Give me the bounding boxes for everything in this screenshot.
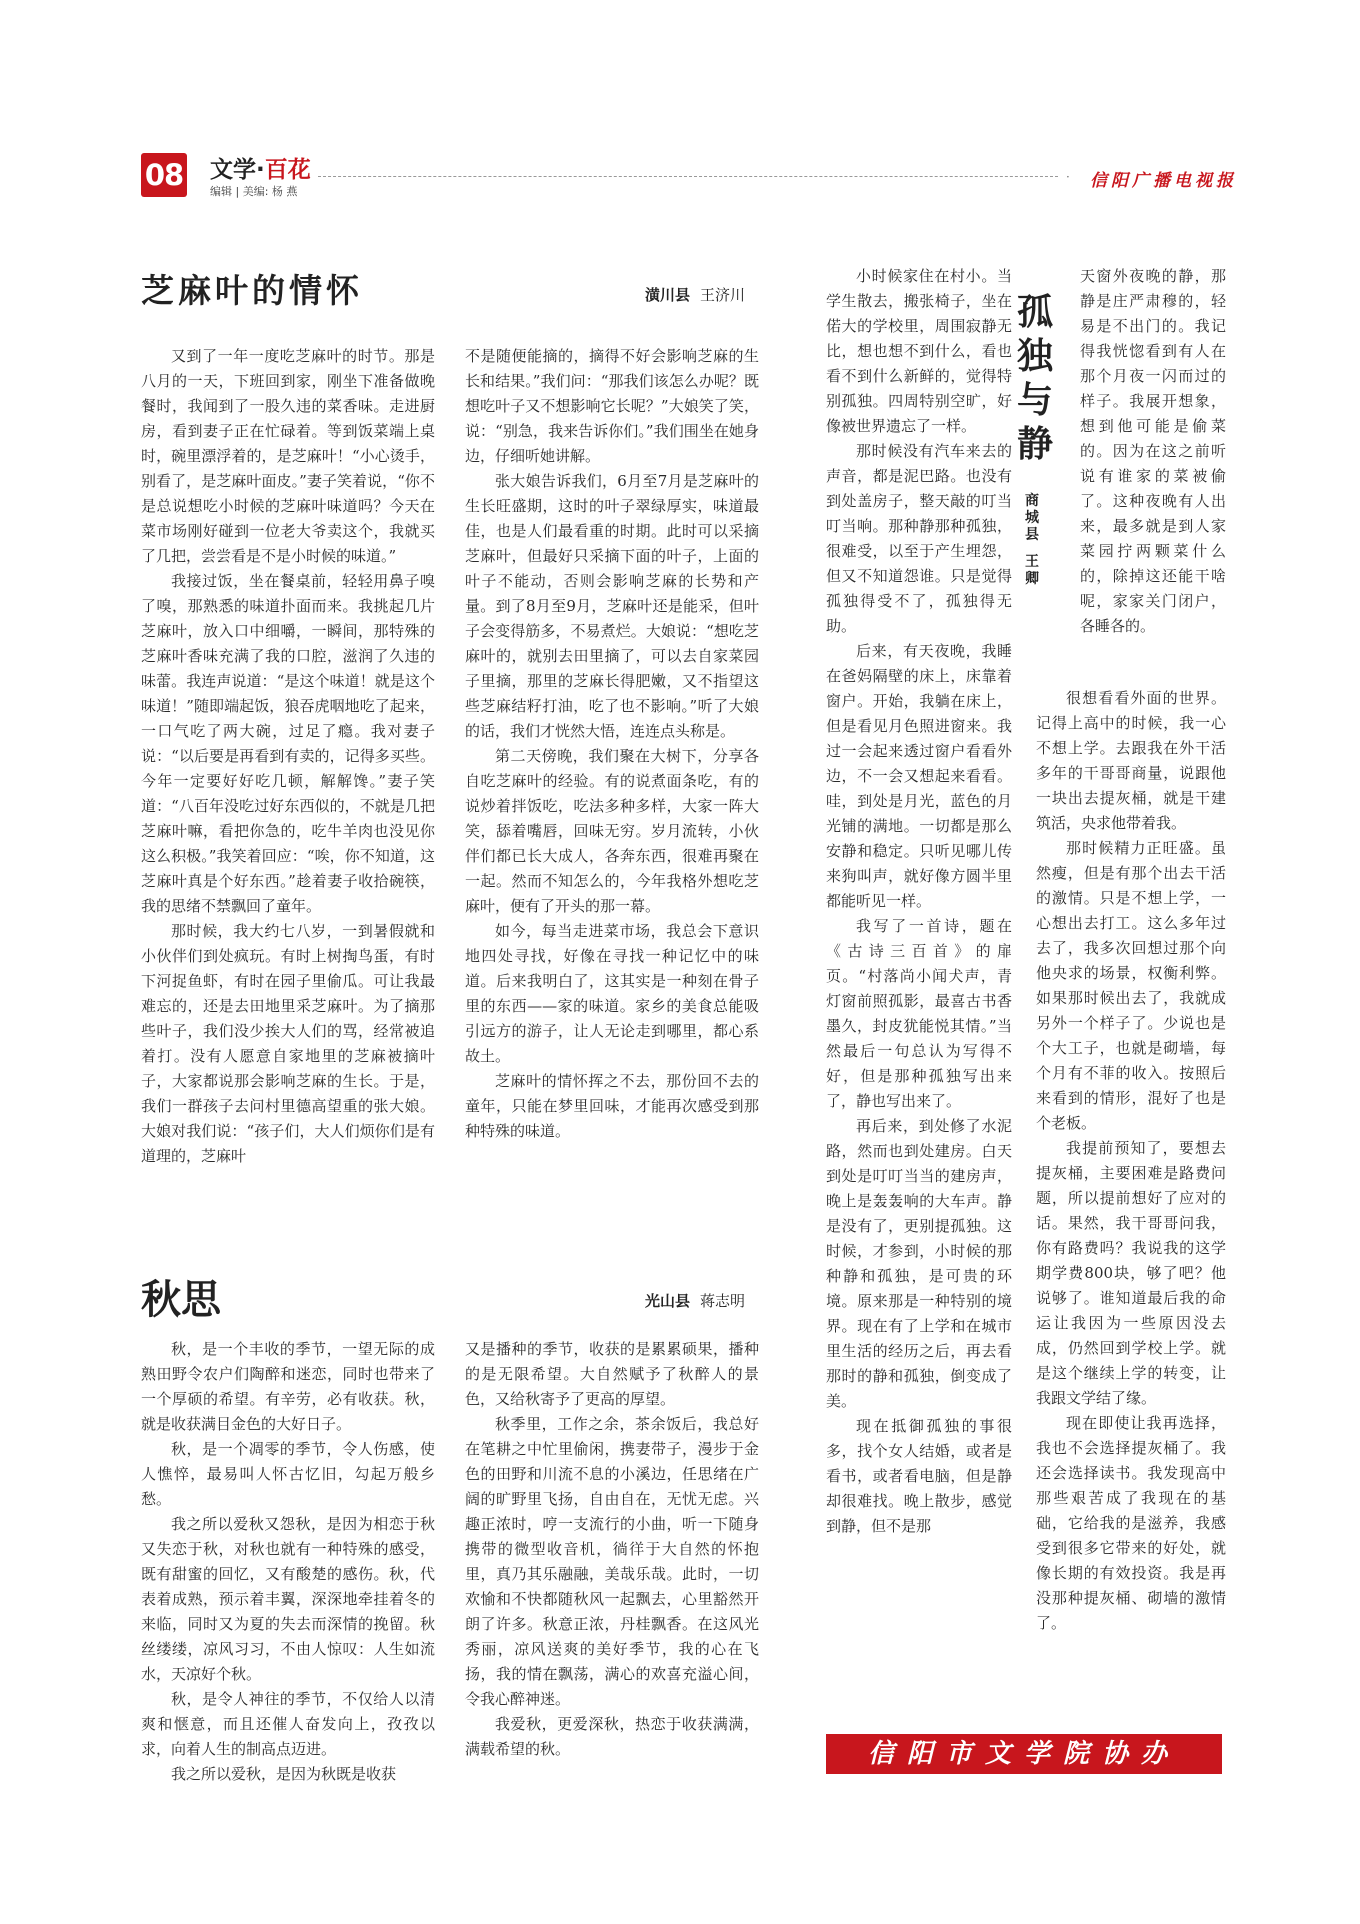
article1-column-2	[465, 344, 759, 1144]
article3-column-2b	[1036, 686, 1226, 1636]
editor-credit: 编辑 | 美编: 杨 燕	[210, 185, 298, 198]
article3-title	[1010, 290, 1060, 466]
paragraph: 秋，是令人神往的季节，不仅给人以清爽和惬意，而且还催人奋发向上，孜孜以求，向着人生的制高点迈进。	[141, 1690, 435, 1758]
paragraph: 那时候，我大约七八岁，一到暑假就和小伙伴们到处疯玩。有时上树掏鸟蛋，有时下河捉鱼虾，有时在园子里偷瓜。可让我最难忘的，还是去田地里采芝麻叶。为了摘那些叶子，我们没少挨大人们的骂，经常被追着打。没有人愿意自家地里的芝麻被摘叶子，大家都说那会影响芝麻的生长。于是，我们一群孩子去问村里德高望重的张大娘。大娘对我们说：“孩子们，大人们烦你们是有道理的，芝麻叶	[141, 922, 435, 1165]
article2-byline	[645, 1290, 745, 1311]
paragraph: 那时候精力正旺盛。虽然瘦，但是有那个出去干活的激情。只是不想上学，一心想出去打工。这么多年过去了，我多次回想过那个向他央求的场景，权衡利弊。如果那时候出去了，我就成另外一个样子了。少说也是个大工子，也就是砌墙，每个月有不菲的收入。按照后来看到的情形，混好了也是个老板。	[1036, 839, 1226, 1132]
article2-column-2	[465, 1337, 759, 1762]
page-number: 08	[141, 153, 187, 197]
header-divider	[318, 176, 1058, 177]
article3-title-char: 独	[1016, 335, 1053, 377]
article1-county: 潢川县	[645, 286, 691, 304]
paragraph: 小时候家住在村小。当学生散去，搬张椅子，坐在偌大的学校里，周围寂静无比，想也想不到什么，看也看不到什么新鲜的，觉得特别孤独。四周特别空旷，好像被世界遗忘了一样。	[826, 267, 1012, 435]
paragraph: 不是随便能摘的，摘得不好会影响芝麻的生长和结果。”我们问：“那我们该怎么办呢？既想吃叶子又不想影响它长呢？”大娘笑了笑，说：“别急，我来告诉你们。”我们围坐在她身边，仔细听她讲解。	[465, 347, 759, 465]
article2-column-1	[141, 1337, 435, 1787]
paragraph: 我爱秋，更爱深秋，热恋于收获满满，满载希望的秋。	[465, 1715, 759, 1758]
header-dot: ·	[1066, 170, 1070, 184]
article3-byline-gap	[1022, 544, 1042, 554]
paragraph: 又是播种的季节，收获的是累累硕果，播种的是无限希望。大自然赋予了秋醉人的景色，又给秋寄予了更高的厚望。	[465, 1340, 759, 1408]
paragraph: 如今，每当走进菜市场，我总会下意识地四处寻找，好像在寻找一种记忆中的味道。后来我明白了，这其实是一种刻在骨子里的东西——家的味道。家乡的美食总能吸引远方的游子，让人无论走到哪里，都心系故土。	[465, 922, 759, 1065]
paragraph: 芝麻叶的情怀挥之不去，那份回不去的童年，只能在梦里回味，才能再次感受到那种特殊的味道。	[465, 1072, 759, 1140]
article1-author: 王济川	[700, 286, 746, 304]
section-title-main: 文学·	[210, 157, 265, 183]
paragraph: 后来，有天夜晚，我睡在爸妈隔壁的床上，床靠着窗户。开始，我躺在床上，但是看见月色照进窗来。我过一会起来透过窗户看看外边，不一会又想起来看看。哇，到处是月光，蓝色的月光铺的满地。一切都是那么安静和稳定。只听见哪儿传来狗叫声，就好像方圆半里都能听见一样。	[826, 642, 1012, 910]
newspaper-name: 信阳广播电视报	[1090, 171, 1237, 191]
paragraph: 我之所以爱秋又怨秋，是因为相恋于秋又失恋于秋，对秋也就有一种特殊的感受，既有甜蜜的回忆，又有酸楚的感伤。秋，代表着成熟，预示着丰翼，深深地牵挂着冬的来临，同时又为夏的失去而深情的挽留。秋丝缕缕，凉风习习，不由人惊叹：人生如流水，天凉好个秋。	[141, 1515, 435, 1683]
section-title-accent: 百花	[264, 157, 311, 183]
article1-byline	[645, 284, 745, 305]
article2-title: 秋思	[141, 1276, 221, 1323]
paragraph: 秋，是一个凋零的季节，令人伤感，使人憔悴，最易叫人怀古忆旧，勾起万般乡愁。	[141, 1440, 435, 1508]
paragraph: 张大娘告诉我们，6月至7月是芝麻叶的生长旺盛期，这时的叶子翠绿厚实，味道最佳，也是人们最看重的时期。此时可以采摘芝麻叶，但最好只采摘下面的叶子，上面的叶子不能动，否则会影响芝麻的长势和产量。到了8月至9月，芝麻叶还是能采，但叶子会变得筋多，不易煮烂。大娘说：“想吃芝麻叶的，就别去田里摘了，可以去自家菜园子里摘，那里的芝麻长得肥嫩，又不指望这些芝麻结籽打油，吃了也不影响。”听了大娘的话，我们才恍然大悟，连连点头称是。	[465, 472, 759, 740]
article3-byline-char: 王	[1025, 554, 1039, 570]
paragraph: 天窗外夜晚的静，那静是庄严肃穆的，轻易是不出门的。我记得我恍惚看到有人在那个月夜一闪而过的样子。我展开想象，想到他可能是偷菜的。因为在这之前听说有谁家的菜被偷了。这种夜晚有人出来，最多就是到人家菜园拧两颗菜什么的，除掉这还能干啥呢，家家关门闭户，各睡各的。	[1080, 267, 1226, 635]
article3-column-2a	[1080, 264, 1226, 639]
article1-title: 芝麻叶的情怀	[141, 271, 363, 310]
article3-column-1	[826, 264, 1012, 1539]
article3-byline-char: 卿	[1025, 571, 1039, 587]
paragraph: 那时候没有汽车来去的声音，都是泥巴路。也没有到处盖房子，整天敲的叮当叮当响。那种静那种孤独，很难受，以至于产生埋怨，但又不知道怨谁。只是觉得孤独得受不了，孤独得无助。	[826, 442, 1012, 635]
article3-byline-char: 商	[1025, 493, 1039, 509]
paragraph: 又到了一年一度吃芝麻叶的时节。那是八月的一天，下班回到家，刚坐下准备做晚餐时，我闻到了一股久违的菜香味。走进厨房，看到妻子正在忙碌着。等到饭菜端上桌时，碗里漂浮着的，是芝麻叶！“小心烫手，别看了，是芝麻叶面皮。”妻子笑着说，“你不是总说想吃小时候的芝麻叶味道吗？今天在菜市场刚好碰到一位老大爷卖这个，我就买了几把，尝尝看是不是小时候的味道。”	[141, 347, 435, 565]
paragraph: 很想看看外面的世界。记得上高中的时候，我一心不想上学。去跟我在外干活多年的干哥哥商量，说跟他一块出去提灰桶，就是干建筑活，央求他带着我。	[1036, 689, 1226, 832]
article3-byline	[1022, 493, 1042, 588]
article3-title-char: 与	[1016, 379, 1053, 421]
organizer-banner: 信阳市文学院协办	[826, 1734, 1222, 1774]
paragraph: 现在抵御孤独的事很多，找个女人结婚，或者是看书，或者看电脑，但是静却很难找。晚上散步，感觉到静，但不是那	[826, 1417, 1012, 1535]
article3-byline-char: 县	[1025, 527, 1039, 543]
article2-county: 光山县	[645, 1292, 691, 1310]
paragraph: 我提前预知了，要想去提灰桶，主要困难是路费问题，所以提前想好了应对的话。果然，我干哥哥问我，你有路费吗？我说我的这学期学费800块，够了吧？他说够了。谁知道最后我的命运让我因为一些原因没去成，仍然回到学校上学。就是这个继续上学的转变，让我跟文学结了缘。	[1036, 1139, 1226, 1407]
article3-byline-char: 城	[1025, 510, 1039, 526]
paragraph: 我接过饭，坐在餐桌前，轻轻用鼻子嗅了嗅，那熟悉的味道扑面而来。我挑起几片芝麻叶，放入口中细嚼，一瞬间，那特殊的芝麻叶香味充满了我的口腔，滋润了久违的味蕾。我连声说道：“是这个味道！就是这个味道！”随即端起饭，狼吞虎咽地吃了起来，一口气吃了两大碗，过足了瘾。我对妻子说：“以后要是再看到有卖的，记得多买些。今年一定要好好吃几顿，解解馋。”妻子笑道：“八百年没吃过好东西似的，不就是几把芝麻叶嘛，看把你急的，吃牛羊肉也没见你这么积极。”我笑着回应：“唉，你不知道，这芝麻叶真是个好东西。”趁着妻子收拾碗筷，我的思绪不禁飘回了童年。	[141, 572, 435, 915]
paragraph: 秋季里，工作之余，茶余饭后，我总好在笔耕之中忙里偷闲，携妻带子，漫步于金色的田野和川流不息的小溪边，任思绪在广阔的旷野里飞扬，自由自在，无忧无虑。兴趣正浓时，哼一支流行的小曲，听一下随身携带的微型收音机，徜徉于大自然的怀抱里，真乃其乐融融，美哉乐哉。此时，一切欢愉和不快都随秋风一起飘去，心里豁然开朗了许多。秋意正浓，丹桂飘香。在这风光秀丽，凉风送爽的美好季节，我的心在飞扬，我的情在飘荡，满心的欢喜充溢心间，令我心醉神迷。	[465, 1415, 759, 1708]
article3-title-char: 静	[1016, 423, 1053, 465]
paragraph: 我写了一首诗，题在《古诗三百首》的扉页。“村落尚小闻犬声，青灯窗前照孤影，最喜古书香墨久，封皮犹能悦其情。”当然最后一句总认为写得不好，但是那种孤独写出来了，静也写出来了。	[826, 917, 1012, 1110]
article2-author: 蒋志明	[700, 1292, 746, 1310]
paragraph: 我之所以爱秋，是因为秋既是收获	[171, 1765, 397, 1783]
section-title	[210, 151, 311, 184]
paragraph: 第二天傍晚，我们聚在大树下，分享各自吃芝麻叶的经验。有的说煮面条吃，有的说炒着拌饭吃，吃法多种多样，大家一阵大笑，舔着嘴唇，回味无穷。岁月流转，小伙伴们都已长大成人，各奔东西，很难再聚在一起。然而不知怎么的，今年我格外想吃芝麻叶，便有了开头的那一幕。	[465, 747, 759, 915]
paragraph: 秋，是一个丰收的季节，一望无际的成熟田野令农户们陶醉和迷恋，同时也带来了一个厚硕的希望。有辛劳，必有收获。秋，就是收获满目金色的大好日子。	[141, 1340, 435, 1433]
paragraph: 现在即使让我再选择，我也不会选择提灰桶了。我还会选择读书。我发现高中那些艰苦成了我现在的基础，它给我的是滋养，我感受到很多它带来的好处，就像长期的有效投资。我是再没那种提灰桶、砌墙的激情了。	[1036, 1414, 1226, 1632]
paragraph: 再后来，到处修了水泥路，然而也到处建房。白天到处是叮叮当当的建房声，晚上是轰轰响的大车声。静是没有了，更别提孤独。这时候，才参到，小时候的那种静和孤独，是可贵的环境。原来那是一种特别的境界。现在有了上学和在城市里生活的经历之后，再去看那时的静和孤独，倒变成了美。	[826, 1117, 1012, 1410]
article1-column-1	[141, 344, 435, 1169]
article3-title-char: 孤	[1016, 291, 1053, 333]
